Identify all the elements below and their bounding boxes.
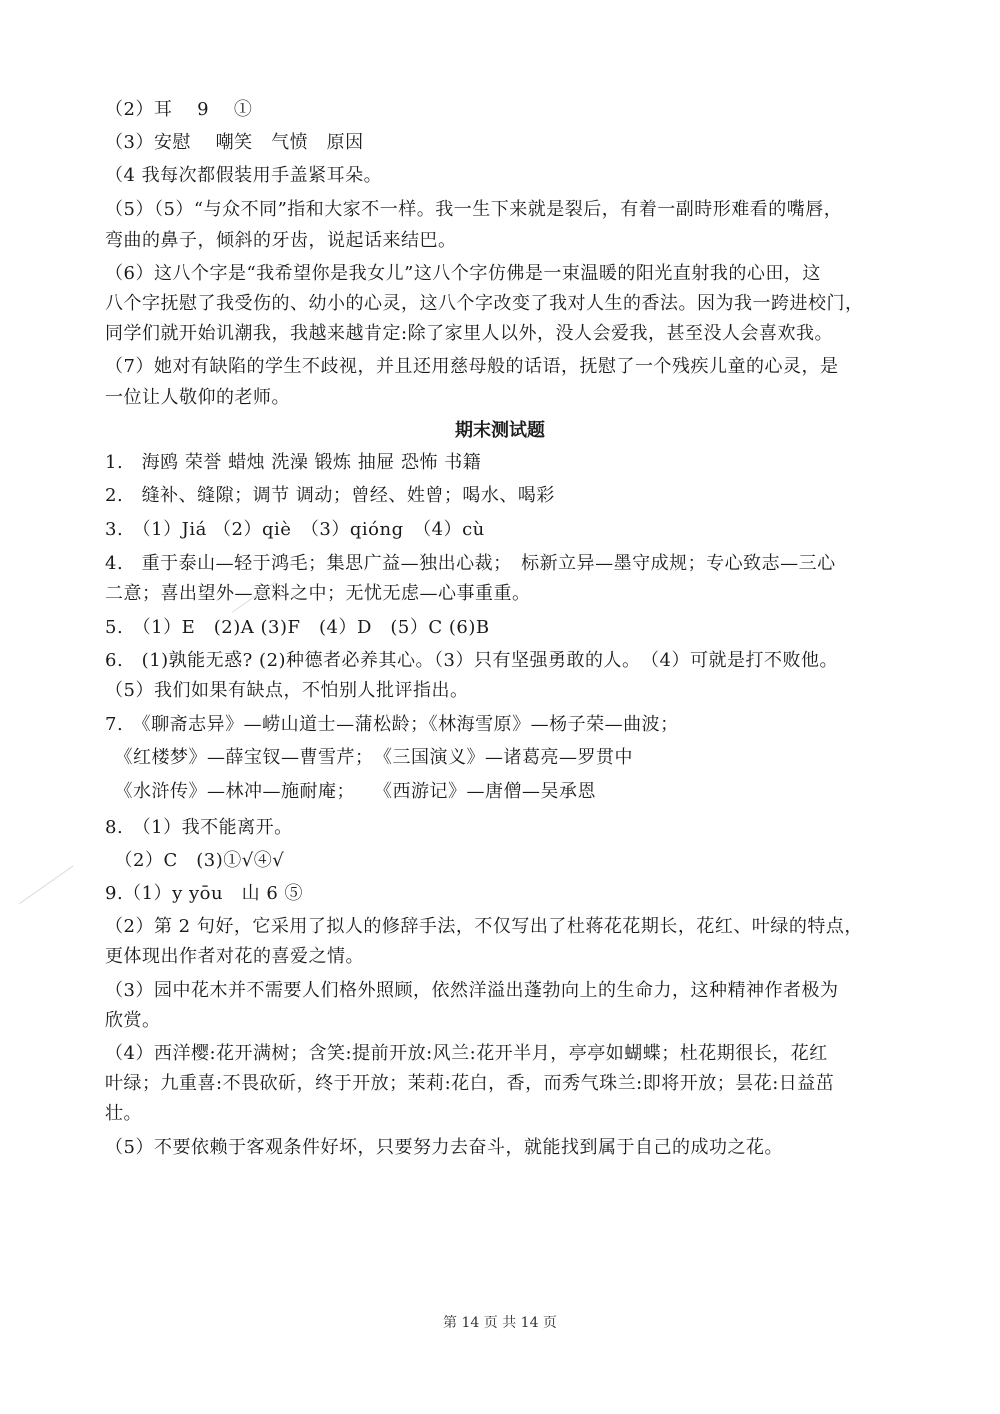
- answer-line: 《水浒传》—林冲—施耐庵； 《西游记》—唐僧—吴承恩: [105, 781, 596, 802]
- answer-line: 2. 缝补、缝隙；调节 调动；曾经、姓曾；喝水、喝彩: [105, 485, 555, 506]
- section-title: 期末测试题: [455, 420, 545, 441]
- answer-line: （7）她对有缺陷的学生不歧视，并且还用慈母般的话语，抚慰了一个残疾儿童的心灵，是: [105, 356, 839, 377]
- answer-line: 6. (1)孰能无惑? (2)种德者必养其心。（3）只有坚强勇敢的人。 （4）可就是打不败他。: [105, 650, 838, 671]
- answer-line: 同学们就开始讥潮我，我越来越肯定:除了家里人以外，没人会爱我，甚至没人会喜欢我。: [105, 323, 834, 344]
- answer-line: （5）（5）“与众不同”指和大家不一样。我一生下来就是裂后，有着一副時形难看的嘴唇，: [105, 199, 843, 220]
- answer-line: （4 我每次都假装用手盖紧耳朵。: [105, 165, 383, 186]
- answer-line: （5）我们如果有缺点，不怕别人批评指出。: [105, 680, 469, 701]
- answer-line: （4）西洋樱:花开满树；含笑:提前开放:风兰:花开半月，亭亭如蝴蝶；杜花期很长，花红: [105, 1043, 828, 1064]
- answer-line: 叶绿；九重喜:不畏砍斫，终于开放；茉莉:花白，香，而秀气珠兰:即将开放；昙花:日益茁: [105, 1073, 835, 1094]
- answer-line: 弯曲的鼻子，倾斜的牙齿，说起话来结巴。: [105, 230, 457, 251]
- answer-line: 3. （1）Jiá （2）qiè （3）qióng （4）cù: [105, 519, 485, 540]
- watermark-stamp-icon: [9, 851, 74, 904]
- answer-line: 壮。: [105, 1103, 142, 1124]
- answer-line: （5）不要依赖于客观条件好坏，只要努力去奋斗，就能找到属于自己的成功之花。: [105, 1137, 783, 1158]
- answer-line: 一位让人敬仰的老师。: [105, 387, 290, 408]
- answer-line: 欣赏。: [105, 1010, 161, 1031]
- answer-line: （2）耳 9 ①: [105, 99, 253, 120]
- answer-line: 9.（1）y yōu 山 6 ⑤: [105, 883, 304, 904]
- answer-line: 《红楼梦》—薛宝钗—曹雪芹； 《三国演义》—诸葛亮—罗贯中: [105, 747, 633, 768]
- answer-line: （6）这八个字是“我希望你是我女儿”这八个字仿佛是一束温暖的阳光直射我的心田，这: [105, 263, 821, 284]
- answer-line: 7. 《聊斋志异》—崂山道士—蒲松龄；《林海雪原》—杨子荣—曲波；: [105, 714, 679, 735]
- answer-line: （2）第 2 句好，它采用了拟人的修辞手法，不仅写出了杜蒋花花期长，花红、叶绿的特点，: [105, 916, 863, 937]
- answer-line: （2）C (3)①√④√: [105, 850, 285, 871]
- answer-line: （3）园中花木并不需要人们格外照顾，依然洋溢出蓬勃向上的生命力，这种精神作者极为: [105, 980, 839, 1001]
- answer-line: 更体现出作者对花的喜爱之情。: [105, 946, 364, 967]
- answer-line: 5. （1）E (2)A (3)F (4）D (5）C (6)B: [105, 617, 490, 638]
- answer-line: 1. 海鸥 荣誉 蜡烛 洗澡 锻炼 抽屉 恐怖 书籍: [105, 452, 482, 473]
- answer-line: 8. （1）我不能离开。: [105, 817, 293, 838]
- page-number: 第 14 页 共 14 页: [443, 1315, 557, 1331]
- answer-line: （3）安慰 嘲笑 气愤 原因: [105, 132, 364, 153]
- answer-line: 八个字抚慰了我受伤的、幼小的心灵，这八个字改变了我对人生的香法。因为我一跨进校门，: [105, 293, 864, 314]
- answer-line: 4. 重于泰山—轻于鸿毛；集思广益—独出心裁； 标新立异—墨守成规；专心致志—三心: [105, 553, 836, 574]
- answer-line: 二意；喜出望外—意料之中；无忧无虑—心事重重。: [105, 583, 531, 604]
